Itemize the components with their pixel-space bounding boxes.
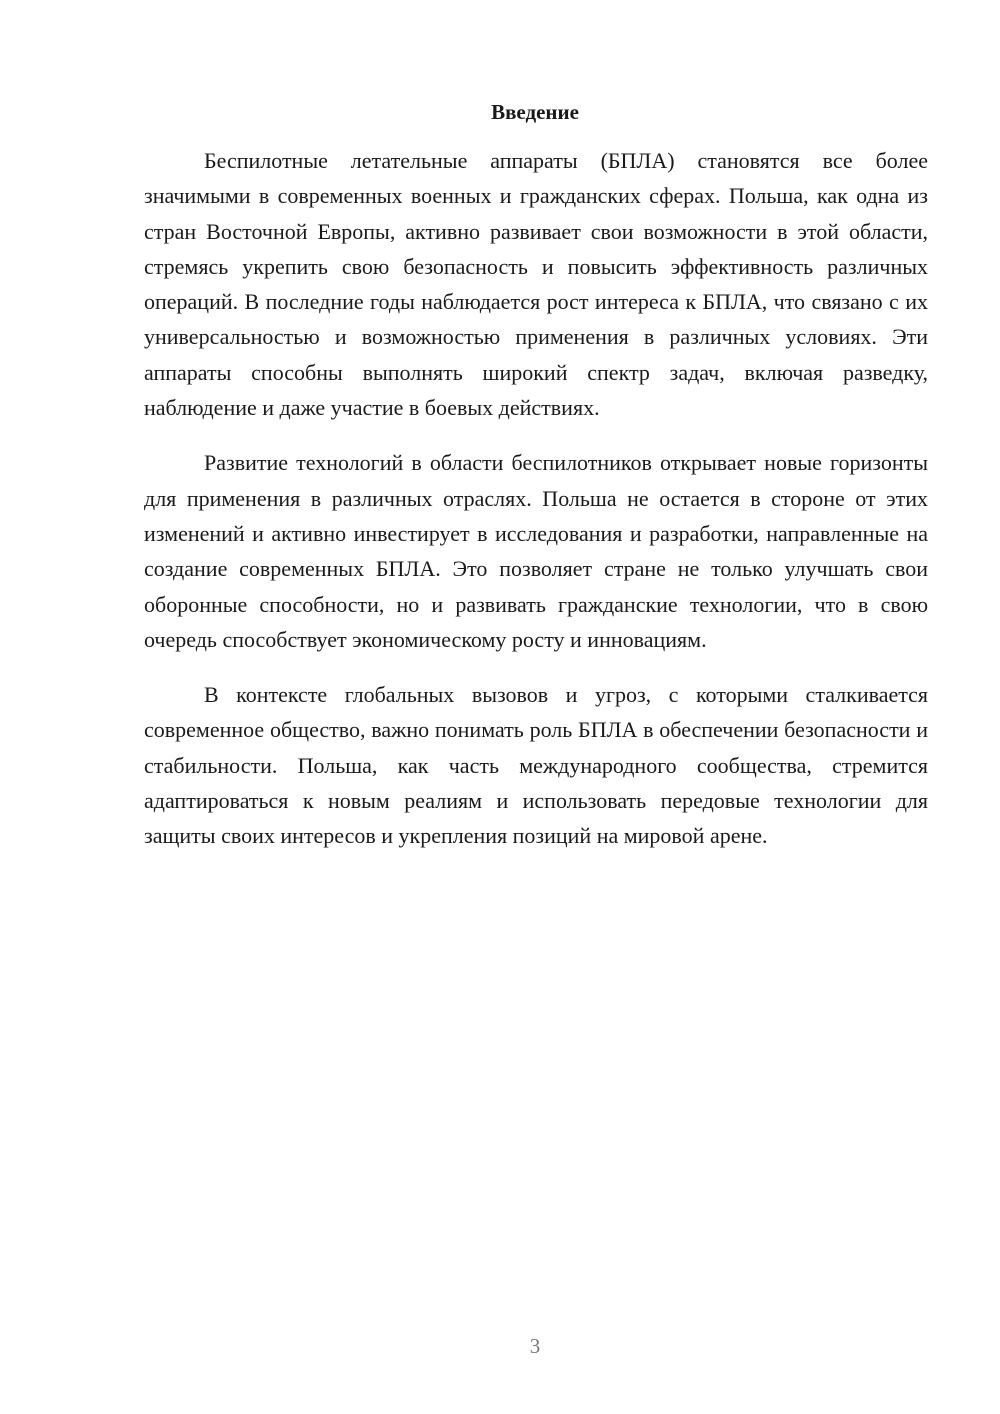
paragraph-1: Беспилотные летательные аппараты (БПЛА) становятся все более значимыми в современных военных и гражданских сферах. Польша, как одна из стран Восточной Европы, активно развивает свои возможности в этой области, стремясь укрепить свою безопасность и повысить эффективность различных операций. В последние годы наблюдается рост интереса к БПЛА, что связано с их универсальностью и возможностью применения в различных условиях. Эти аппараты способны выполнять широкий спектр задач, включая разведку, наблюдение и даже участие в боевых действиях. bbox=[144, 148, 928, 421]
paragraph-3: В контексте глобальных вызовов и угроз, с которыми сталкивается современное общество, важно понимать роль БПЛА в обеспечении безопасности и стабильности. Польша, как часть международного сообщества, стремится адаптироваться к новым реалиям и использовать передовые технологии для защиты своих интересов и укрепления позиций на мировой арене. bbox=[144, 682, 928, 849]
page-number: 3 bbox=[529, 1334, 541, 1358]
paragraph-2: Развитие технологий в области беспилотников открывает новые горизонты для применения в различных отраслях. Польша не остается в стороне от этих изменений и активно инвестирует в исследования и разработки, направленные на создание современных БПЛА. Это позволяет стране не только улучшать свои оборонные способности, но и развивать гражданские технологии, что в свою очередь способствует экономическому росту и инновациям. bbox=[144, 450, 928, 652]
section-heading: Введение bbox=[491, 100, 579, 124]
body-text bbox=[144, 143, 928, 874]
